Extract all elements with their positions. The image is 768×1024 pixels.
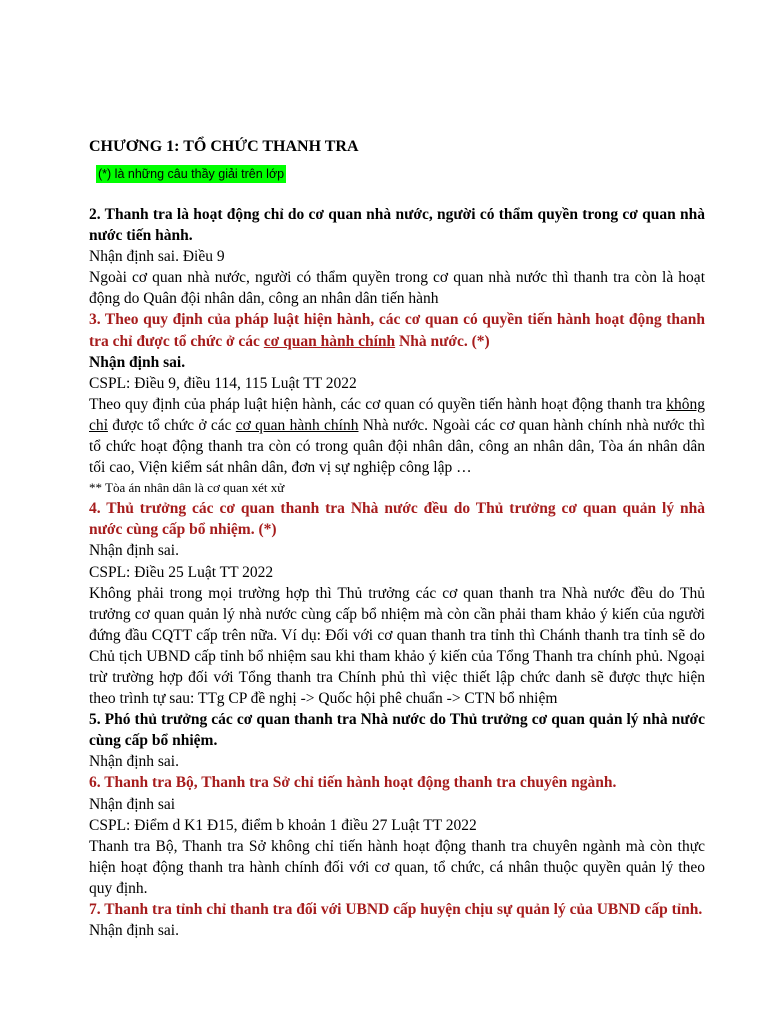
note-line [96, 165, 705, 185]
question-3 [89, 309, 705, 351]
chapter-title: CHƯƠNG 1: TỔ CHỨC THANH TRA [89, 138, 359, 155]
question-3-underlined: cơ quan hành chính [263, 332, 396, 350]
question-3-part-a: 3. Theo quy định của pháp luật hiện hành, các cơ quan có quyền tiến hành hoạt động thanh tra chỉ được tổ chức ở các [89, 311, 705, 350]
question-3-part-b: Nhà nước. (*) [395, 332, 490, 350]
legal-basis-3: CSPL: Điều 9, điều 114, 115 Luật TT 2022 [89, 374, 357, 392]
question-6: 6. Thanh tra Bộ, Thanh tra Sở chỉ tiến hành hoạt động thanh tra chuyên ngành. [89, 774, 617, 792]
answer-2: Ngoài cơ quan nhà nước, người có thẩm quyền trong cơ quan nhà nước thì thanh tra còn là hoạt động do Quân đội nhân dân, công an nhân dân tiến hành [89, 269, 705, 308]
answer-3-part-c: Nhà nước. Ngoài các cơ quan hành chính nhà nước thì tổ chức hoạt động thanh tra còn có trong quân đội nhân dân, công an nhân dân, Tòa án nhân dân tối cao, Viện kiểm sát nhân dân, đơn vị sự nghiệp công lập … [89, 416, 706, 477]
verdict-6: Nhận định sai [89, 795, 176, 813]
verdict-2: Nhận định sai. Điều 9 [89, 248, 225, 266]
legal-basis-4: CSPL: Điều 25 Luật TT 2022 [89, 563, 274, 581]
verdict-4: Nhận định sai. [89, 542, 179, 560]
answer-3-underlined-1: không chỉ [89, 395, 705, 434]
answer-6: Thanh tra Bộ, Thanh tra Sở không chỉ tiến hành hoạt động thanh tra chuyên ngành mà còn thực hiện hoạt động thanh tra hành chính đối với cơ quan, tổ chức, cá nhân thuộc quyền quản lý theo quy định. [89, 837, 705, 897]
verdict-7: Nhận định sai. [89, 922, 179, 940]
answer-3-part-b: được tổ chức ở các [107, 416, 236, 434]
answer-3-underlined-2: cơ quan hành chính [235, 416, 359, 434]
highlight-note: (*) là những câu thầy giải trên lớp [98, 167, 285, 181]
question-2: 2. Thanh tra là hoạt động chỉ do cơ quan nhà nước, người có thẩm quyền trong cơ quan nhà nước tiến hành. [89, 206, 705, 245]
verdict-5: Nhận định sai. [89, 753, 179, 771]
question-4: 4. Thủ trưởng các cơ quan thanh tra Nhà nước đều do Thủ trưởng cơ quan quản lý nhà nước cùng cấp bổ nhiệm. (*) [89, 500, 705, 539]
answer-4: Không phải trong mọi trường hợp thì Thủ trưởng các cơ quan thanh tra Nhà nước đều do Thủ trưởng cơ quan quản lý nhà nước cùng cấp bổ nhiệm mà còn cần phải tham khảo ý kiến của người đứng đầu CQTT cấp trên nữa. Ví dụ: Đối với cơ quan thanh tra tỉnh thì Chánh thanh tra tỉnh sẽ do Chủ tịch UBND cấp tỉnh bổ nhiệm sau khi tham khảo ý kiến của Tổng Thanh tra chính phủ. Ngoại trừ trường hợp đối với Tổng thanh tra Chính phủ thì việc thiết lập chức danh sẽ được thực hiện theo trình tự sau: TTg CP đề nghị -> Quốc hội phê chuẩn -> CTN bổ nhiệm [89, 584, 705, 708]
question-7: 7. Thanh tra tỉnh chỉ thanh tra đối với UBND cấp huyện chịu sự quản lý của UBND cấp tỉnh. [89, 901, 703, 918]
verdict-3: Nhận định sai. [89, 353, 186, 371]
footnote-3: ** Tòa án nhân dân là cơ quan xét xử [89, 480, 285, 496]
question-5: 5. Phó thủ trưởng các cơ quan thanh tra Nhà nước do Thủ trưởng cơ quan quản lý nhà nước cùng cấp bổ nhiệm. [89, 711, 705, 750]
legal-basis-6: CSPL: Điểm d K1 Đ15, điểm b khoản 1 điều 27 Luật TT 2022 [89, 816, 477, 834]
answer-3-part-a: Theo quy định của pháp luật hiện hành, các cơ quan có quyền tiến hành hoạt động thanh tra [89, 395, 667, 413]
answer-3 [89, 394, 705, 478]
